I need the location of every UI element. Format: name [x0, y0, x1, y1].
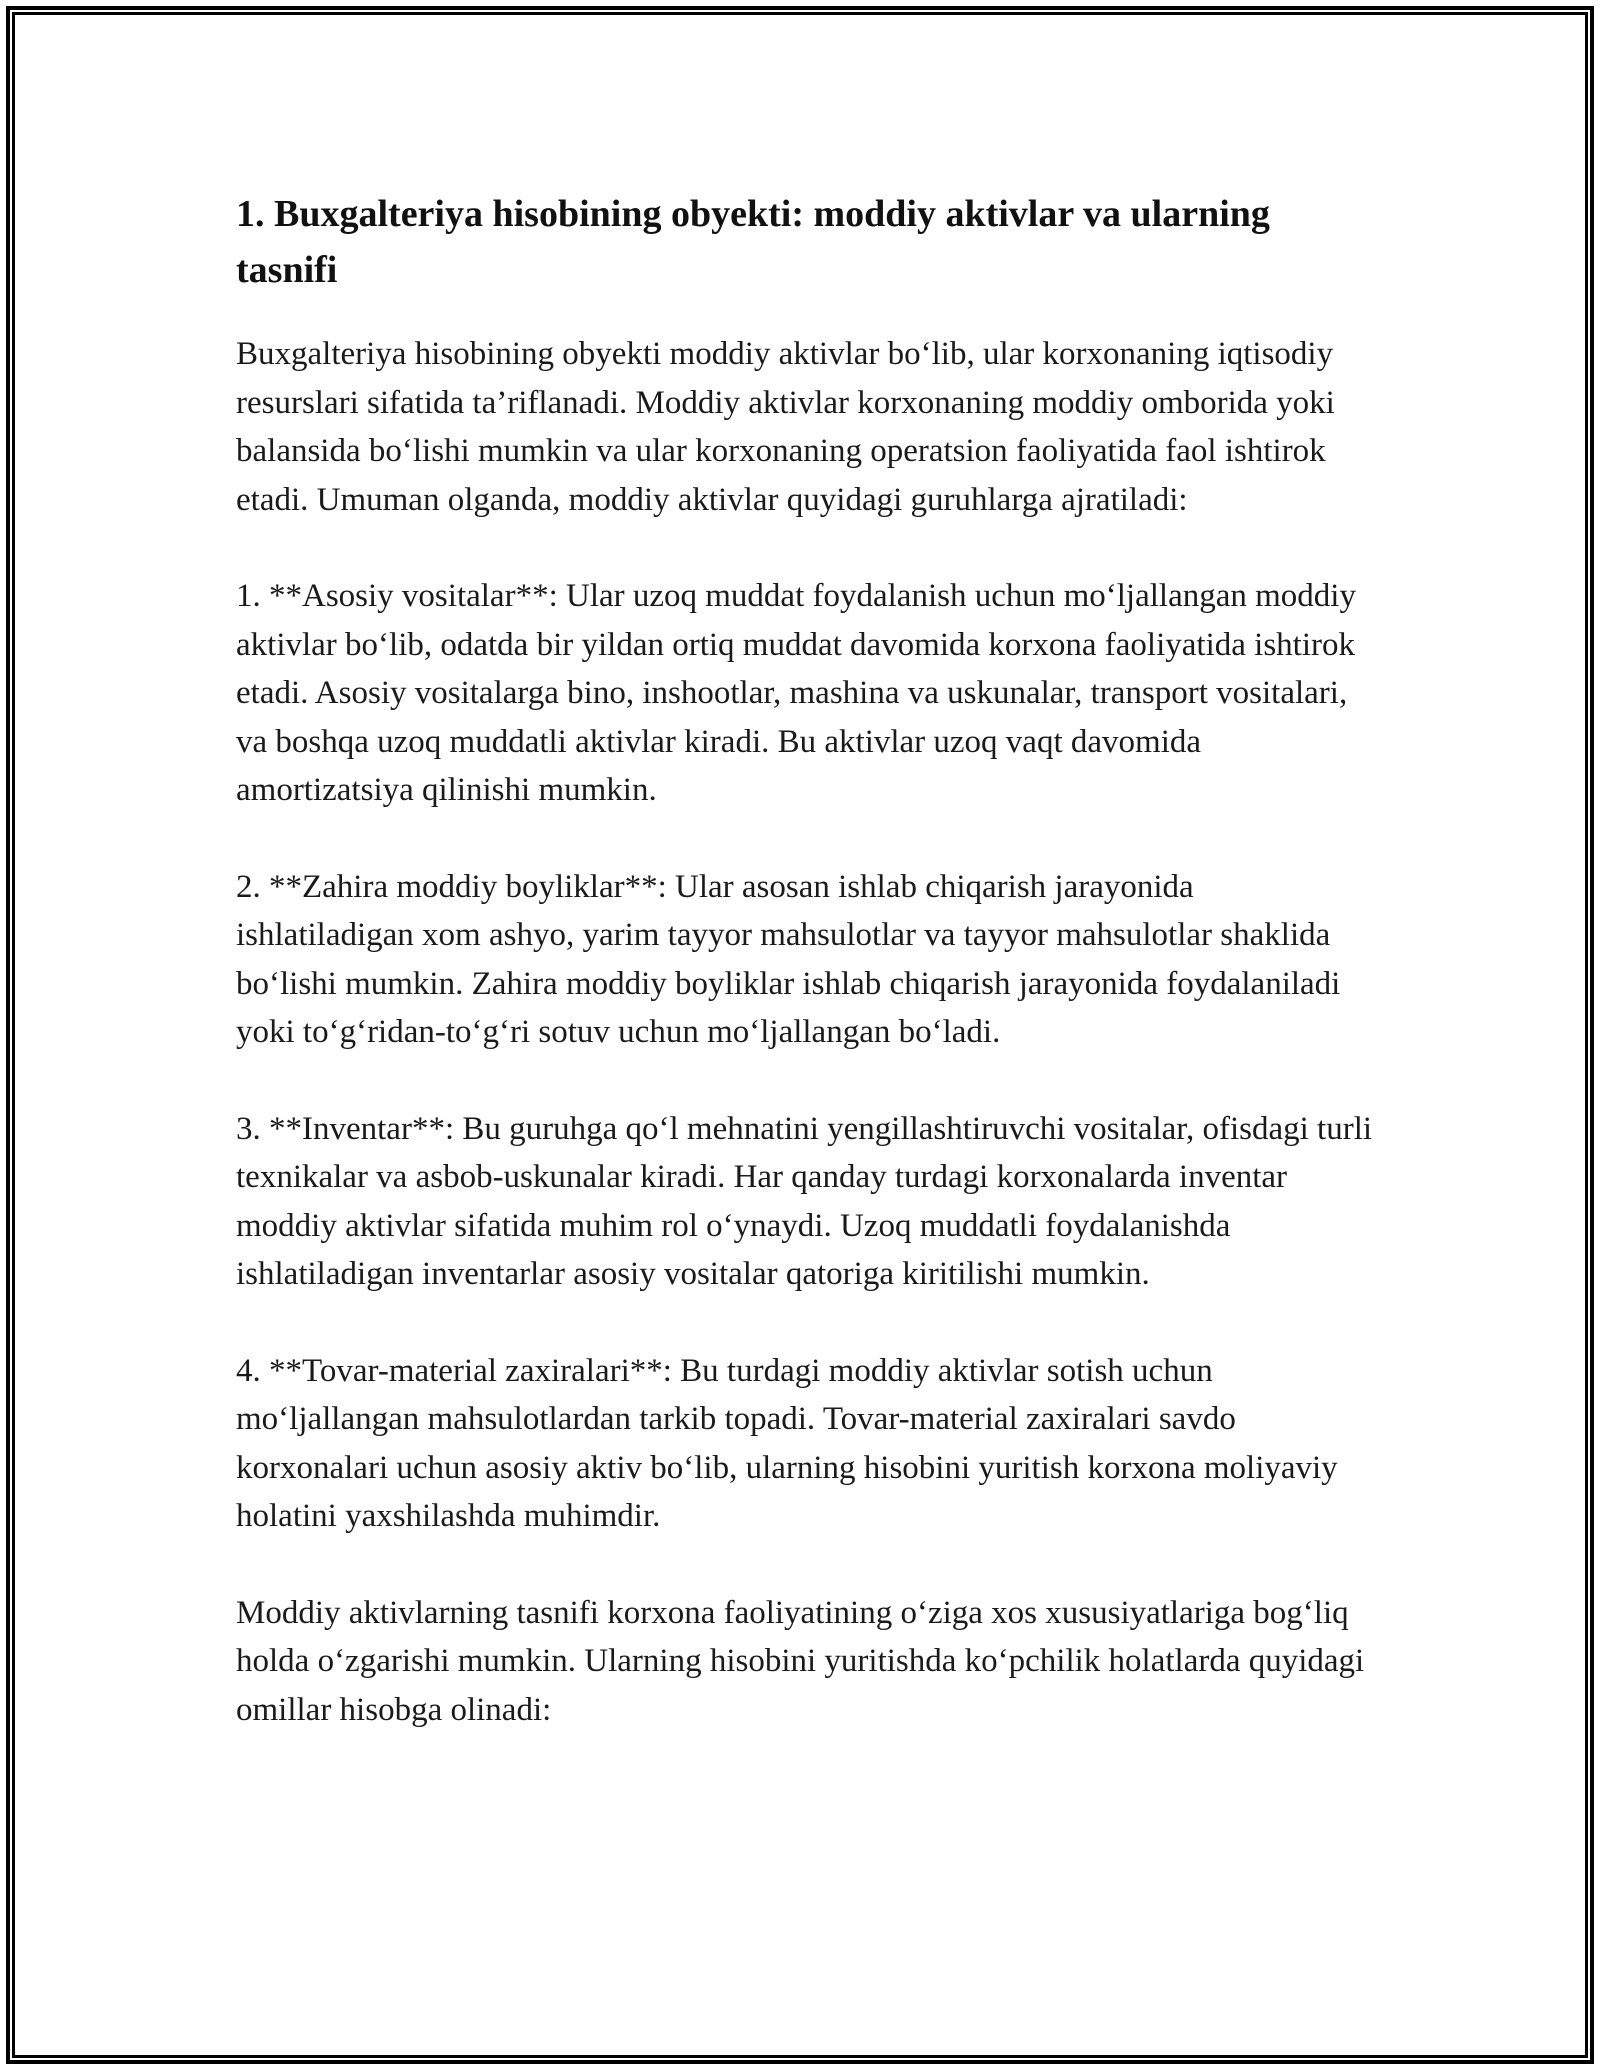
- list-item-asosiy-vositalar: 1. **Asosiy vositalar**: Ular uzoq muddat foydalanish uchun mo‘ljallangan moddiy aktivlar bo‘lib, odatda bir yildan ortiq muddat davomida korxona faoliyatida ishtirok etadi. Asosiy vositalarga bino, inshootlar, mashina va uskunalar, transport vositalari, va boshqa uzoq muddatli aktivlar kiradi. Bu aktivlar uzoq vaqt davomida amortizatsiya qilinishi mumkin.: [236, 578, 1356, 808]
- document-page: [236, 186, 1376, 1782]
- intro-paragraph: Buxgalteriya hisobining obyekti moddiy aktivlar bo‘lib, ular korxonaning iqtisodiy resurslari sifatida ta’riflanadi. Moddiy aktivlar korxonaning moddiy omborida yoki balansida bo‘lishi mumkin va ular korxonaning operatsion faoliyatida faol ishtirok etadi. Umuman olganda, moddiy aktivlar quyidagi guruhlarga ajratiladi:: [236, 336, 1335, 518]
- list-item-zahira-moddiy-boyliklar: 2. **Zahira moddiy boyliklar**: Ular asosan ishlab chiqarish jarayonida ishlatiladigan xom ashyo, yarim tayyor mahsulotlar va tayyor mahsulotlar shaklida bo‘lishi mumkin. Zahira moddiy boyliklar ishlab chiqarish jarayonida foydalaniladi yoki to‘g‘ridan-to‘g‘ri sotuv uchun mo‘ljallangan bo‘ladi.: [236, 868, 1341, 1050]
- closing-paragraph: Moddiy aktivlarning tasnifi korxona faoliyatining o‘ziga xos xususiyatlariga bog‘liq holda o‘zgarishi mumkin. Ularning hisobini yuritishda ko‘pchilik holatlarda quyidagi omillar hisobga olinadi:: [236, 1594, 1365, 1728]
- section-title: 1. Buxgalteriya hisobining obyekti: moddiy aktivlar va ularning tasnifi: [236, 193, 1270, 291]
- list-item-tovar-material-zaxiralari: 4. **Tovar-material zaxiralari**: Bu turdagi moddiy aktivlar sotish uchun mo‘ljallangan mahsulotlardan tarkib topadi. Tovar-material zaxiralari savdo korxonalari uchun asosiy aktiv bo‘lib, ularning hisobini yuritish korxona moliyaviy holatini yaxshilashda muhimdir.: [236, 1352, 1338, 1534]
- list-item-inventar: 3. **Inventar**: Bu guruhga qo‘l mehnatini yengillashtiruvchi vositalar, ofisdagi turli texnikalar va asbob-uskunalar kiradi. Har qanday turdagi korxonalarda inventar moddiy aktivlar sifatida muhim rol o‘ynaydi. Uzoq muddatli foydalanishda ishlatiladigan inventarlar asosiy vositalar qatoriga kiritilishi mumkin.: [236, 1110, 1373, 1292]
